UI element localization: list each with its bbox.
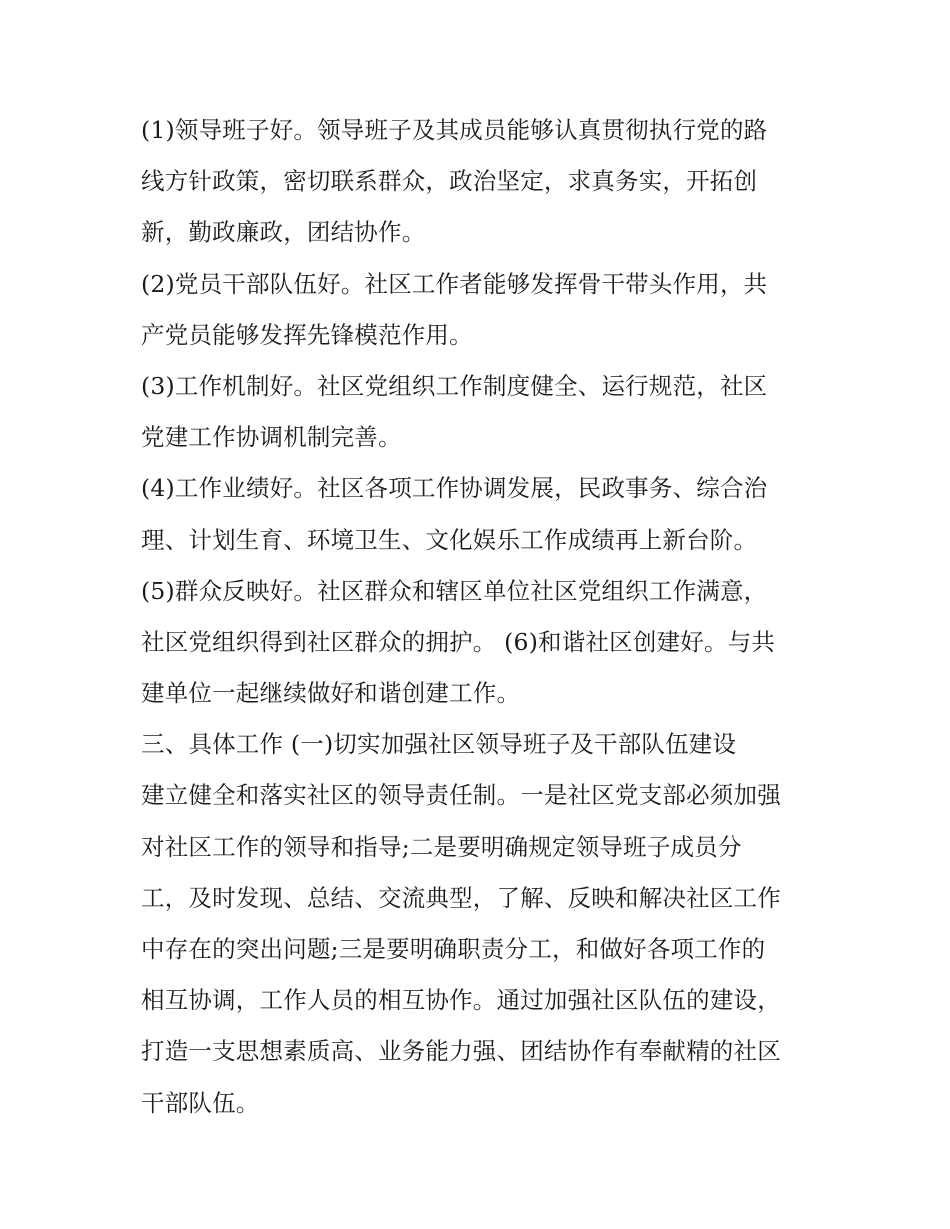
document-body <box>141 105 821 1129</box>
text-line: 相互协调，工作人员的相互协作。通过加强社区队伍的建设， <box>141 986 781 1015</box>
text-line: 中存在的突出问题;三是要明确职责分工，和做好各项工作的 <box>141 935 766 963</box>
text-line: 党建工作协调机制完善。 <box>141 423 402 452</box>
section-heading: 三、具体工作 (一)切实加强社区领导班子及干部队伍建设 <box>141 730 737 759</box>
text-line: 干部队伍。 <box>141 1088 260 1117</box>
text-line: (4)工作业绩好。社区各项工作协调发展，民政事务、综合治 <box>141 474 768 503</box>
text-line: 建立健全和落实社区的领导责任制。一是社区党支部必须加强 <box>141 781 781 810</box>
text-line: (2)党员干部队伍好。社区工作者能够发挥骨干带头作用，共 <box>141 269 768 298</box>
text-line: (1)领导班子好。领导班子及其成员能够认真贯彻执行党的路 <box>141 116 768 144</box>
text-line: 对社区工作的领导和指导;二是要明确规定领导班子成员分 <box>141 832 742 861</box>
text-line: 新，勤政廉政，团结协作。 <box>141 218 426 247</box>
text-line: 打造一支思想素质高、业务能力强、团结协作有奉献精的社区 <box>141 1037 781 1066</box>
text-line: 建单位一起继续做好和谐创建工作。 <box>141 679 521 708</box>
text-line: (5)群众反映好。社区群众和辖区单位社区党组织工作满意， <box>141 576 768 605</box>
text-line: (3)工作机制好。社区党组织工作制度健全、运行规范，社区 <box>141 371 768 400</box>
text-line: 线方针政策，密切联系群众，政治坚定，求真务实，开拓创 <box>141 167 758 196</box>
text-line: 工，及时发现、总结、交流典型，了解、反映和解决社区工作 <box>141 883 781 912</box>
text-line: 社区党组织得到社区群众的拥护。 (6)和谐社区创建好。与共 <box>141 627 776 656</box>
text-line: 理、计划生育、环境卫生、文化娱乐工作成绩再上新台阶。 <box>141 525 758 554</box>
text-line: 产党员能够发挥先锋模范作用。 <box>141 320 473 349</box>
